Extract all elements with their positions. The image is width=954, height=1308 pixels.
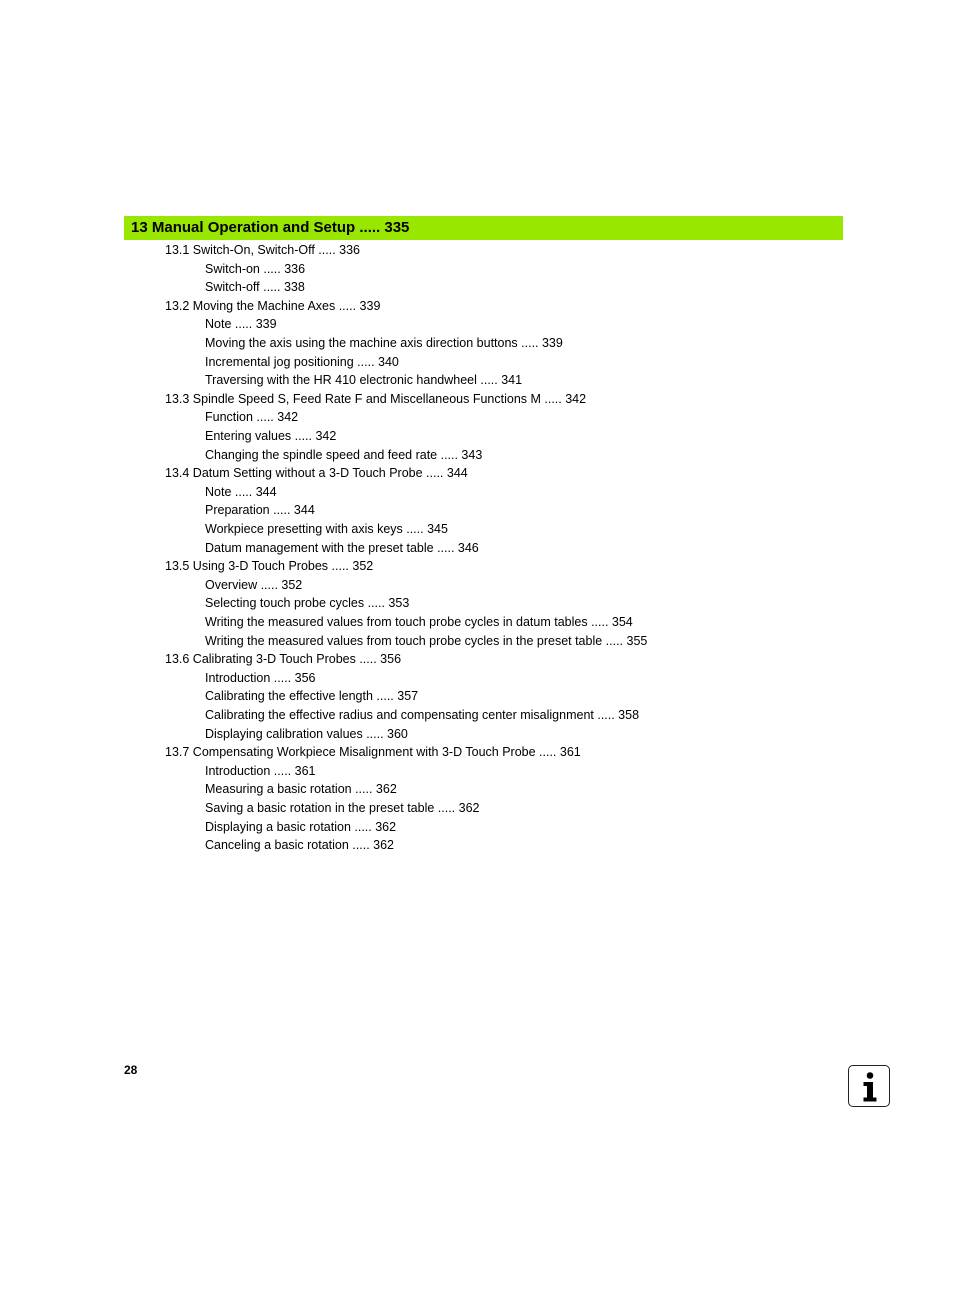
toc-subsection-entry: Datum management with the preset table ..... 346 [205,540,479,555]
toc-subsection-entry: Selecting touch probe cycles ..... 353 [205,596,410,611]
toc-subsection-entry: Canceling a basic rotation ..... 362 [205,838,395,853]
toc-subsection-entry: Introduction ..... 356 [205,670,316,685]
toc-subsection-entry: Calibrating the effective radius and compensating center misalignment ..... 358 [205,708,640,722]
toc-subsection-entry: Writing the measured values from touch probe cycles in the preset table ..... 355 [205,633,648,648]
toc-subsection-entry: Writing the measured values from touch probe cycles in datum tables ..... 354 [205,615,633,629]
chapter-heading-bar [124,216,843,240]
info-icon [848,1065,890,1107]
toc-section-entry: 13.6 Calibrating 3-D Touch Probes ..... 356 [165,652,402,667]
toc-section-entry: 13.7 Compensating Workpiece Misalignment with 3-D Touch Probe ..... 361 [165,745,581,760]
toc-subsection-entry: Introduction ..... 361 [205,763,316,778]
toc-subsection-entry: Changing the spindle speed and feed rate ..... 343 [205,447,483,462]
toc-section-entry: 13.2 Moving the Machine Axes ..... 339 [165,298,381,313]
toc-subsection-entry: Traversing with the HR 410 electronic handwheel ..... 341 [205,373,523,388]
toc-section-entry: 13.5 Using 3-D Touch Probes ..... 352 [165,559,374,574]
toc-subsection-entry: Function ..... 342 [205,410,299,425]
toc-subsection-entry: Moving the axis using the machine axis direction buttons ..... 339 [205,336,563,350]
toc-subsection-entry: Workpiece presetting with axis keys ..... 345 [205,522,448,536]
toc-subsection-entry: Saving a basic rotation in the preset table ..... 362 [205,801,480,815]
toc-subsection-entry: Switch-off ..... 338 [205,280,305,295]
toc-subsection-entry: Overview ..... 352 [205,577,303,592]
toc-subsection-entry: Displaying a basic rotation ..... 362 [205,819,397,834]
toc-subsection-entry: Preparation ..... 344 [205,503,315,518]
toc-section-entry: 13.1 Switch-On, Switch-Off ..... 336 [165,243,360,257]
toc-section-entry: 13.3 Spindle Speed S, Feed Rate F and Miscellaneous Functions M ..... 342 [165,391,587,406]
page-number: 28 [124,1063,138,1077]
toc-subsection-entry: Switch-on ..... 336 [205,261,306,276]
toc-subsection-entry: Note ..... 339 [205,317,277,332]
toc-subsection-entry: Calibrating the effective length ..... 357 [205,689,419,704]
toc-subsection-entry: Measuring a basic rotation ..... 362 [205,782,397,797]
toc-subsection-entry: Incremental jog positioning ..... 340 [205,354,399,369]
chapter-title: 13 Manual Operation and Setup ..... 335 [131,219,410,236]
toc-subsection-entry: Note ..... 344 [205,484,277,499]
toc-subsection-entry: Displaying calibration values ..... 360 [205,726,408,741]
toc-subsection-entry: Entering values ..... 342 [205,429,337,443]
toc-section-entry: 13.4 Datum Setting without a 3-D Touch Probe ..... 344 [165,466,468,481]
